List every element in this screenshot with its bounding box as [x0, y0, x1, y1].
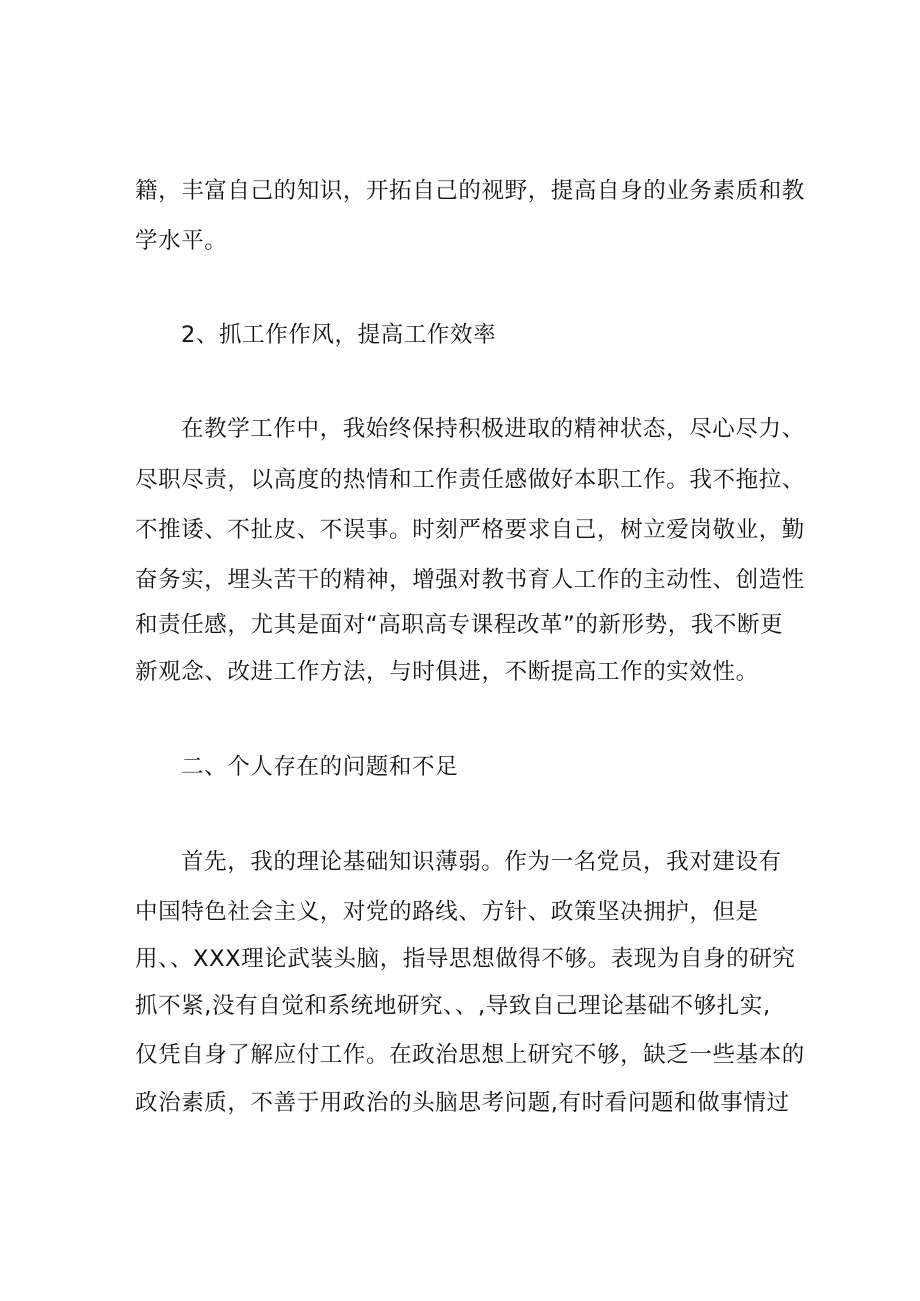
text-line: 和责任感，尤其是面对“高职高专课程改革”的新形势，我不断更 [135, 612, 784, 638]
text-line: 籍，丰富自己的知识，开拓自己的视野，提高自身的业务素质和教 [135, 178, 805, 204]
text-line: 政治素质，不善于用政治的头脑思考问题,有时看问题和做事情过 [135, 1090, 790, 1116]
text-line: 学水平。 [135, 228, 228, 254]
text-line: 首先，我的理论基础知识薄弱。作为一名党员，我对建设有 [181, 849, 782, 875]
text-line: 奋务实，埋头苦干的精神，增强对教书育人工作的主动性、创造性 [135, 567, 805, 593]
text-line: 仅凭自身了解应付工作。在政治思想上研究不够，缺乏一些基本的 [135, 1042, 805, 1068]
text-line: 抓不紧,没有自觉和系统地研究、、,导致自己理论基础不够扎实, [135, 993, 771, 1019]
text-line: 用、、XXX理论武装头脑，指导思想做得不够。表现为自身的研究 [135, 946, 796, 972]
text-line: 中国特色社会主义，对党的路线、方针、政策坚决拥护，但是 [135, 899, 759, 925]
text-line: 新观念、改进工作方法，与时俱进，不断提高工作的实效性。 [135, 659, 759, 685]
section-heading: 二、个人存在的问题和不足 [181, 754, 459, 780]
text-line: 不推诿、不扯皮、不误事。时刻严格要求自己，树立爱岗敬业，勤 [135, 517, 805, 543]
section-heading: 2、抓工作作风，提高工作效率 [181, 322, 497, 348]
text-line: 在教学工作中，我始终保持积极进取的精神状态，尽心尽力、 [181, 416, 805, 442]
text-line: 尽职尽责，以高度的热情和工作责任感做好本职工作。我不拖拉、 [135, 467, 805, 493]
